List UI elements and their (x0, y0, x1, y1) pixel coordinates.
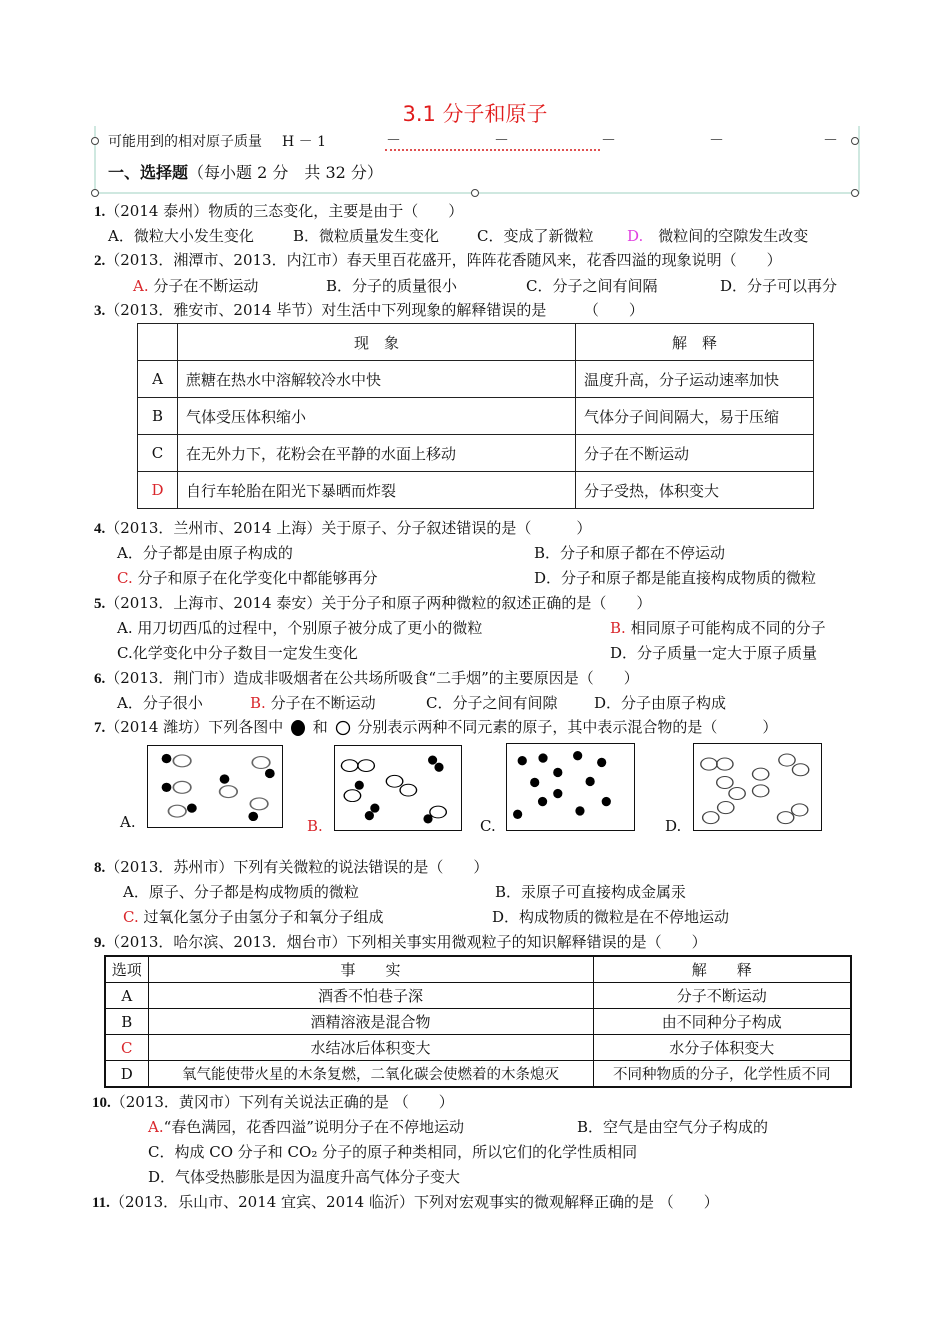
option-c: C．分子之间有间隙 (426, 694, 558, 712)
dash: － (494, 131, 510, 149)
diagram-label-d: D. (665, 817, 682, 835)
question-7: 7.（2014 潍坊）下列各图中 和 分别表示两种不同元素的原子，其中表示混合物的是（ ） (94, 718, 778, 736)
table-cell: 气体分子间间隔大，易于压缩 (576, 398, 814, 435)
option-b: B．分子的质量很小 (326, 277, 458, 295)
table-row (105, 1035, 851, 1061)
facts-table (104, 955, 852, 1088)
resize-handle[interactable] (851, 189, 859, 197)
option-d: D．分子可以再分 (720, 277, 838, 295)
option-c: C. 过氧化氢分子由氢分子和氧分子组成 (123, 908, 384, 926)
table-row (138, 361, 814, 398)
diagram-label-b: B. (307, 817, 323, 835)
option-c: C.化学变化中分子数目一定发生变化 (117, 644, 358, 662)
option-d: D．分子由原子构成 (594, 694, 727, 712)
diagram-c (506, 743, 635, 831)
dash: － (823, 131, 839, 149)
option-c: C. 分子和原子在化学变化中都能够再分 (117, 569, 378, 587)
diagram-label-a: A. (120, 813, 136, 831)
table-cell: D (105, 1061, 148, 1088)
spellcheck-underline (385, 145, 600, 151)
option-b: B．微粒质量发生变化 (293, 227, 440, 245)
question-3: 3.（2013．雅安市、2014 毕节）对生活中下列现象的解释错误的是 （ ） (94, 301, 644, 319)
option-d: D．构成物质的微粒是在不停地运动 (492, 908, 730, 926)
table-cell: 选项 (105, 956, 148, 983)
table-cell: 分子不断运动 (593, 983, 851, 1009)
option-b: B．空气是由空气分子构成的 (577, 1118, 769, 1136)
table-cell: 分子在不断运动 (576, 435, 814, 472)
table-cell: A (105, 983, 148, 1009)
resize-handle[interactable] (471, 189, 479, 197)
resize-handle[interactable] (91, 189, 99, 197)
table-row (105, 1061, 851, 1088)
table-cell: 解 释 (593, 956, 851, 983)
table-cell: 由不同种分子构成 (593, 1009, 851, 1035)
table-cell: 事 实 (148, 956, 593, 983)
table-cell: 气体受压体积缩小 (178, 398, 576, 435)
atomic-mass-label: 可能用到的相对原子质量 (108, 134, 262, 150)
question-8: 8.（2013．苏州市）下列有关微粒的说法错误的是（ ） (94, 858, 489, 876)
option-c: C．分子之间有间隔 (526, 277, 658, 295)
table-cell: A (138, 361, 178, 398)
question-9: 9.（2013．哈尔滨、2013．烟台市）下列相关事实用微观粒子的知识解释错误的是（ ） (94, 933, 707, 951)
diagram-d (693, 743, 822, 831)
option-b: B. 分子在不断运动 (250, 694, 376, 712)
table-row (138, 398, 814, 435)
question-5: 5.（2013．上海市、2014 泰安）关于分子和原子两种微粒的叙述正确的是（ ） (94, 594, 652, 612)
h-mass: H － 1 (282, 134, 327, 150)
table-cell: 现 象 (178, 324, 576, 361)
option-a: A. 用刀切西瓜的过程中，个别原子被分成了更小的微粒 (117, 619, 483, 637)
resize-handle[interactable] (91, 137, 99, 145)
table-cell: 水结冰后体积变大 (148, 1035, 593, 1061)
table-row (138, 472, 814, 509)
filled-atom-icon (288, 720, 308, 736)
table-cell: 分子受热，体积变大 (576, 472, 814, 509)
diagram-label-c: C. (480, 817, 496, 835)
dash: － (709, 131, 725, 149)
section-note: （每小题 2 分 共 32 分） (188, 163, 383, 182)
table-row (105, 1009, 851, 1035)
option-b: B．汞原子可直接构成金属汞 (495, 883, 687, 901)
option-a: A.“春色满园，花香四溢”说明分子在不停地运动 (148, 1118, 464, 1136)
question-2: 2.（2013．湘潭市、2013．内江市）春天里百花盛开，阵阵花香随风来，花香四溢的现象说明（ ） (94, 251, 782, 269)
diagram-b (334, 745, 462, 831)
option-c: C．变成了新微粒 (477, 227, 594, 245)
table-row (105, 983, 851, 1009)
dash: － (601, 131, 617, 149)
question-10: 10.（2013．黄冈市）下列有关说法正确的是 （ ） (92, 1093, 454, 1111)
option-d: D. 微粒间的空隙发生改变 (627, 227, 809, 245)
question-11: 11.（2013．乐山市、2014 宜宾、2014 临沂）下列对宏观事实的微观解释正确的是 （ ） (92, 1193, 719, 1211)
table-cell: 温度升高，分子运动速率加快 (576, 361, 814, 398)
question-6: 6.（2013．荆门市）造成非吸烟者在公共场所吸食“二手烟”的主要原因是（ ） (94, 669, 639, 687)
table-cell: 解 释 (576, 324, 814, 361)
table-cell: 不同种物质的分子，化学性质不同 (593, 1061, 851, 1088)
table-cell: 氧气能使带火星的木条复燃，二氧化碳会使燃着的木条熄灭 (148, 1061, 593, 1088)
table-cell: 蔗糖在热水中溶解较冷水中快 (178, 361, 576, 398)
option-a: A. 分子在不断运动 (133, 277, 259, 295)
option-a: A．分子很小 (117, 694, 203, 712)
option-c: C．构成 CO 分子和 CO₂ 分子的原子种类相同，所以它们的化学性质相同 (148, 1143, 638, 1161)
option-a: A．微粒大小发生变化 (108, 227, 254, 245)
table-cell: B (105, 1009, 148, 1035)
option-d: D．分子和原子都是能直接构成物质的微粒 (534, 569, 817, 587)
table-cell (138, 324, 178, 361)
option-a: A．分子都是由原子构成的 (117, 544, 293, 562)
table-cell: D (138, 472, 178, 509)
section-heading: 一、选择题 (108, 163, 189, 182)
table-cell: C (138, 435, 178, 472)
option-d: D．气体受热膨胀是因为温度升高气体分子变大 (148, 1168, 461, 1186)
option-b: B. 相同原子可能构成不同的分子 (610, 619, 826, 637)
dash: － (386, 131, 402, 149)
table-cell: 在无外力下，花粉会在平静的水面上移动 (178, 435, 576, 472)
table-cell: 酒精溶液是混合物 (148, 1009, 593, 1035)
phenomena-table (137, 323, 814, 509)
diagram-a (147, 745, 283, 828)
option-a: A．原子、分子都是构成物质的微粒 (123, 883, 359, 901)
option-d: D．分子质量一定大于原子质量 (610, 644, 818, 662)
open-atom-icon (333, 720, 353, 736)
table-row (138, 435, 814, 472)
page-title: 3.1 分子和原子 (402, 102, 548, 126)
table-cell: 水分子体积变大 (593, 1035, 851, 1061)
question-4: 4.（2013．兰州市、2014 上海）关于原子、分子叙述错误的是（ ） (94, 519, 592, 537)
resize-handle[interactable] (851, 137, 859, 145)
table-cell: 自行车轮胎在阳光下暴晒而炸裂 (178, 472, 576, 509)
table-cell: 酒香不怕巷子深 (148, 983, 593, 1009)
question-1: 1.（2014 泰州）物质的三态变化，主要是由于（ ） (94, 202, 464, 220)
option-b: B．分子和原子都在不停运动 (534, 544, 726, 562)
table-cell: B (138, 398, 178, 435)
table-cell: C (105, 1035, 148, 1061)
